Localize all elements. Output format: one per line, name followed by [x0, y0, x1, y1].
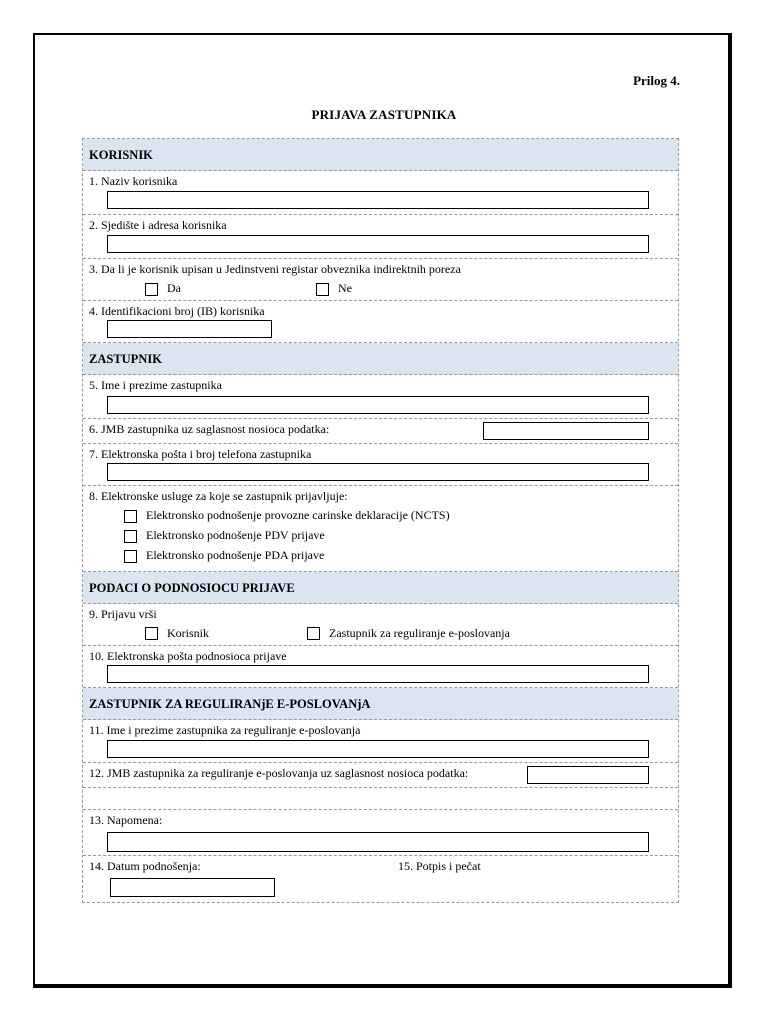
- registar-ne-checkbox[interactable]: [316, 283, 329, 296]
- registar-da-label: Da: [167, 281, 181, 295]
- field-row-8: [83, 486, 678, 572]
- pdv-label: Elektronsko podnošenje PDV prijave: [146, 528, 325, 542]
- page-title: PRIJAVA ZASTUPNIKA: [311, 107, 457, 122]
- napomena-input[interactable]: [107, 832, 649, 852]
- registration-form: [82, 138, 679, 903]
- field-label-1: 1. Naziv korisnika: [89, 174, 178, 188]
- zastupnik-e-poslovanje-checkbox[interactable]: [307, 627, 320, 640]
- field-label-14: 14. Datum podnošenja:: [89, 859, 201, 873]
- korisnik-checkbox[interactable]: [145, 627, 158, 640]
- field-label-5: 5. Ime i prezime zastupnika: [89, 378, 222, 392]
- field-row-4: [83, 301, 678, 343]
- ime-prezime-regulisanje-input[interactable]: [107, 740, 649, 758]
- field-row-13: [83, 810, 678, 856]
- section-regulisanje: ZASTUPNIK ZA REGULIRANjE E-POSLOVANjA: [83, 688, 678, 720]
- registar-ne-label: Ne: [338, 281, 352, 295]
- field-label-13: 13. Napomena:: [89, 813, 163, 827]
- section-zastupnik: ZASTUPNIK: [83, 343, 678, 375]
- ime-prezime-zastupnika-input[interactable]: [107, 396, 649, 414]
- ncts-checkbox[interactable]: [124, 510, 137, 523]
- field-row-1: [83, 171, 678, 215]
- field-row-9: [83, 604, 678, 646]
- field-row-12: [83, 763, 678, 788]
- field-label-4: 4. Identifikacioni broj (IB) korisnika: [89, 304, 265, 318]
- field-row-2: [83, 215, 678, 259]
- email-telefon-zastupnika-input[interactable]: [107, 463, 649, 481]
- field-row-3: [83, 259, 678, 301]
- field-row-7: [83, 444, 678, 486]
- zastupnik-e-poslovanje-label: Zastupnik za reguliranje e-poslovanja: [329, 626, 510, 640]
- field-label-6: 6. JMB zastupnika uz saglasnost nosioca podatka:: [89, 422, 330, 436]
- field-label-11: 11. Ime i prezime zastupnika za reguliranje e-poslovanja: [89, 723, 361, 737]
- pda-label: Elektronsko podnošenje PDA prijave: [146, 548, 325, 562]
- field-row-6: [83, 419, 678, 444]
- jmb-regulisanje-input[interactable]: [527, 766, 649, 784]
- section-korisnik: KORISNIK: [83, 139, 678, 171]
- field-label-10: 10. Elektronska pošta podnosioca prijave: [89, 649, 287, 663]
- field-label-12: 12. JMB zastupnika za reguliranje e-poslovanja uz saglasnost nosioca podatka:: [89, 766, 469, 780]
- sjediste-adresa-input[interactable]: [107, 235, 649, 253]
- field-label-15: 15. Potpis i pečat: [398, 859, 481, 873]
- jmb-zastupnika-input[interactable]: [483, 422, 649, 440]
- field-label-2: 2. Sjedište i adresa korisnika: [89, 218, 227, 232]
- registar-da-checkbox[interactable]: [145, 283, 158, 296]
- attachment-label: Prilog 4.: [633, 73, 680, 88]
- email-podnosioca-input[interactable]: [107, 665, 649, 683]
- datum-podnosenja-input[interactable]: [110, 878, 275, 897]
- field-row-11: [83, 720, 678, 763]
- field-label-3: 3. Da li je korisnik upisan u Jedinstveni registar obveznika indirektnih poreza: [89, 262, 461, 276]
- field-row-14-15: [83, 856, 678, 902]
- section-podaci: PODACI O PODNOSIOCU PRIJAVE: [83, 572, 678, 604]
- ib-korisnika-input[interactable]: [107, 320, 272, 338]
- pda-checkbox[interactable]: [124, 550, 137, 563]
- spacer-row: [83, 788, 678, 810]
- field-label-7: 7. Elektronska pošta i broj telefona zastupnika: [89, 447, 312, 461]
- pdv-checkbox[interactable]: [124, 530, 137, 543]
- field-row-5: [83, 375, 678, 419]
- ncts-label: Elektronsko podnošenje provozne carinske deklaracije (NCTS): [146, 508, 450, 522]
- field-label-8: 8. Elektronske usluge za koje se zastupnik prijavljuje:: [89, 489, 348, 503]
- field-row-10: [83, 646, 678, 688]
- field-label-9: 9. Prijavu vrši: [89, 607, 157, 621]
- naziv-korisnika-input[interactable]: [107, 191, 649, 209]
- korisnik-label: Korisnik: [167, 626, 209, 640]
